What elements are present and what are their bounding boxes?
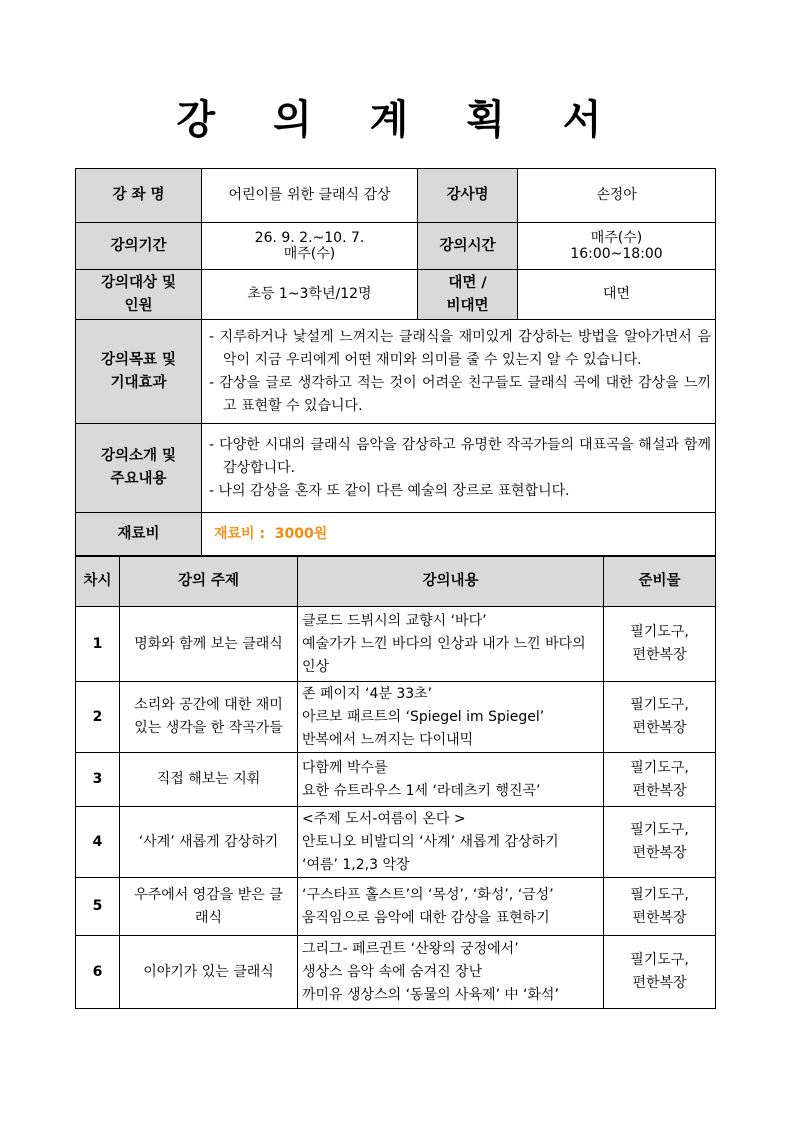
- instructor-label: 강사명: [418, 169, 518, 223]
- supplies-line1: 필기도구,: [630, 886, 689, 903]
- intro-item: - 다양한 시대의 클래식 음악을 감상하고 유명한 작곡가들의 대표곡을 해설과 함께 감상합니다.: [209, 436, 711, 476]
- supplies-line2: 편한복장: [632, 909, 687, 926]
- period-label: 강의기간: [76, 223, 202, 270]
- schedule-header-row: [76, 557, 716, 607]
- content-line: 요한 슈트라우스 1세 ‘라데츠키 행진곡’: [302, 782, 541, 799]
- session-content: [298, 682, 604, 753]
- session-content-lines: [302, 683, 599, 752]
- session-supplies: [604, 753, 716, 807]
- target-label-line1: 강의대상 및: [100, 274, 177, 291]
- mode-value: 대면: [518, 270, 716, 320]
- content-line: <주제 도서-여름이 온다 >: [302, 810, 466, 827]
- course-name-row: [76, 169, 716, 223]
- session-number: 2: [76, 682, 120, 753]
- content-line: 존 페이지 ‘4분 33초’: [302, 685, 433, 702]
- document-title: 강 의 계 획 서: [176, 97, 624, 143]
- content-line: 까미유 생상스의 ‘동물의 사육제’ 中 ‘화석’: [302, 986, 559, 1003]
- intro-content: [202, 424, 716, 513]
- session-content-lines: [302, 757, 599, 803]
- session-content: [298, 807, 604, 878]
- session-topic: 명화와 함께 보는 클래식: [120, 607, 298, 682]
- content-line: 클로드 드뷔시의 교향시 ‘바다’: [302, 612, 487, 629]
- supplies-line2: 편한복장: [632, 647, 687, 663]
- time-value: [518, 223, 716, 270]
- session-number: 1: [76, 607, 120, 682]
- header-supplies: 준비물: [604, 557, 716, 607]
- intro-item: - 나의 감상을 혼자 또 같이 다른 예술의 장르로 표현합니다.: [209, 482, 570, 499]
- period-row: [76, 223, 716, 270]
- session-number: 5: [76, 878, 120, 936]
- material-row: [76, 513, 716, 556]
- intro-label-line2: 주요내용: [110, 471, 167, 487]
- schedule-row: [76, 807, 716, 878]
- content-line: ‘구스타프 홀스트’의 ‘목성’, ‘화성’, ‘금성’: [302, 886, 554, 903]
- session-content: [298, 936, 604, 1009]
- time-label: 강의시간: [418, 223, 518, 270]
- header-content: 강의내용: [298, 557, 604, 607]
- goal-label-line1: 강의목표 및: [100, 351, 177, 368]
- supplies-line1: 필기도구,: [630, 822, 689, 838]
- session-topic: ‘사계’ 새롭게 감상하기: [120, 807, 298, 878]
- content-line: 안토니오 비발디의 ‘사계’ 새롭게 감상하기: [302, 833, 559, 850]
- instructor-value: 손정아: [518, 169, 716, 223]
- intro-label: [76, 424, 202, 513]
- schedule-table: [75, 556, 716, 1009]
- supplies-line1: 필기도구,: [630, 697, 689, 713]
- goal-label: [76, 320, 202, 424]
- schedule-row: [76, 753, 716, 807]
- session-topic: 우주에서 영감을 받은 클래식: [120, 878, 298, 936]
- schedule-row: [76, 607, 716, 682]
- session-content: [298, 878, 604, 936]
- time-weekday: 매주(수): [590, 230, 643, 246]
- session-supplies: [604, 807, 716, 878]
- session-topic: 직접 해보는 지휘: [120, 753, 298, 807]
- mode-label-line2: 비대면: [446, 297, 489, 314]
- supplies-line1: 필기도구,: [630, 952, 689, 968]
- content-line: 예술가가 느낀 바다의 인상과 내가 느낀 바다의 인상: [302, 635, 586, 675]
- period-value: [202, 223, 418, 270]
- session-content: [298, 607, 604, 682]
- supplies-line2: 편한복장: [632, 845, 687, 861]
- session-number: 6: [76, 936, 120, 1009]
- material-label: 재료비: [76, 513, 202, 556]
- session-topic: 소리와 공간에 대한 재미있는 생각을 한 작곡가들: [120, 682, 298, 753]
- target-value: 초등 1~3학년/12명: [202, 270, 418, 320]
- session-supplies: [604, 878, 716, 936]
- schedule-row: [76, 936, 716, 1009]
- supplies-line1: 필기도구,: [630, 759, 689, 776]
- session-content-lines: [302, 938, 599, 1007]
- content-line: 다함께 박수를: [302, 759, 388, 776]
- session-topic: 이야기가 있는 클래식: [120, 936, 298, 1009]
- session-supplies: [604, 936, 716, 1009]
- schedule-row: [76, 682, 716, 753]
- session-content-lines: [302, 610, 599, 679]
- supplies-line2: 편한복장: [632, 975, 687, 991]
- period-dates: 26. 9. 2.~10. 7.: [254, 230, 365, 246]
- supplies-line1: 필기도구,: [630, 624, 689, 640]
- time-hours: 16:00~18:00: [570, 246, 663, 262]
- goal-item: - 감상을 글로 생각하고 적는 것이 어려운 친구들도 클래식 곡에 대한 감상을 느끼고 표현할 수 있습니다.: [209, 374, 711, 414]
- course-info-table: [75, 168, 716, 556]
- supplies-line2: 편한복장: [632, 782, 687, 799]
- header-session: 차시: [76, 557, 120, 607]
- session-supplies: [604, 682, 716, 753]
- intro-row: [76, 424, 716, 513]
- target-label-line2: 인원: [124, 297, 153, 314]
- session-supplies: [604, 607, 716, 682]
- session-number: 3: [76, 753, 120, 807]
- intro-label-line1: 강의소개 및: [100, 448, 177, 464]
- goal-label-line2: 기대효과: [110, 374, 167, 391]
- session-content-lines: [302, 808, 599, 877]
- goal-content: [202, 320, 716, 424]
- content-line: ‘여름’ 1,2,3 악장: [302, 856, 410, 873]
- course-name-value: 어린이를 위한 클래식 감상: [202, 169, 418, 223]
- content-line: 그리그- 페르귄트 ‘산왕의 궁정에서’: [302, 940, 519, 957]
- target-row: [76, 270, 716, 320]
- content-line: 생상스 음악 속에 숨겨진 장난: [302, 963, 483, 980]
- session-number: 4: [76, 807, 120, 878]
- target-label: [76, 270, 202, 320]
- header-topic: 강의 주제: [120, 557, 298, 607]
- content-line: 아르보 패르트의 ‘Spiegel im Spiegel’: [302, 708, 545, 725]
- content-line: 반복에서 느껴지는 다이내믹: [302, 731, 474, 748]
- content-line: 움직임으로 음악에 대한 감상을 표현하기: [302, 909, 550, 926]
- period-weekday: 매주(수): [283, 246, 336, 262]
- session-content: [298, 753, 604, 807]
- goal-row: [76, 320, 716, 424]
- mode-label-line1: 대면 /: [448, 274, 487, 291]
- session-content-lines: [302, 884, 599, 930]
- schedule-row: [76, 878, 716, 936]
- material-value: 재료비 : 3000원: [202, 513, 716, 556]
- goal-item: - 지루하거나 낯설게 느껴지는 클래식을 재미있게 감상하는 방법을 알아가면서 음악이 지금 우리에게 어떤 재미와 의미를 줄 수 있는지 알 수 있습니다.: [209, 328, 711, 368]
- supplies-line2: 편한복장: [632, 720, 687, 736]
- course-name-label: 강 좌 명: [76, 169, 202, 223]
- mode-label: [418, 270, 518, 320]
